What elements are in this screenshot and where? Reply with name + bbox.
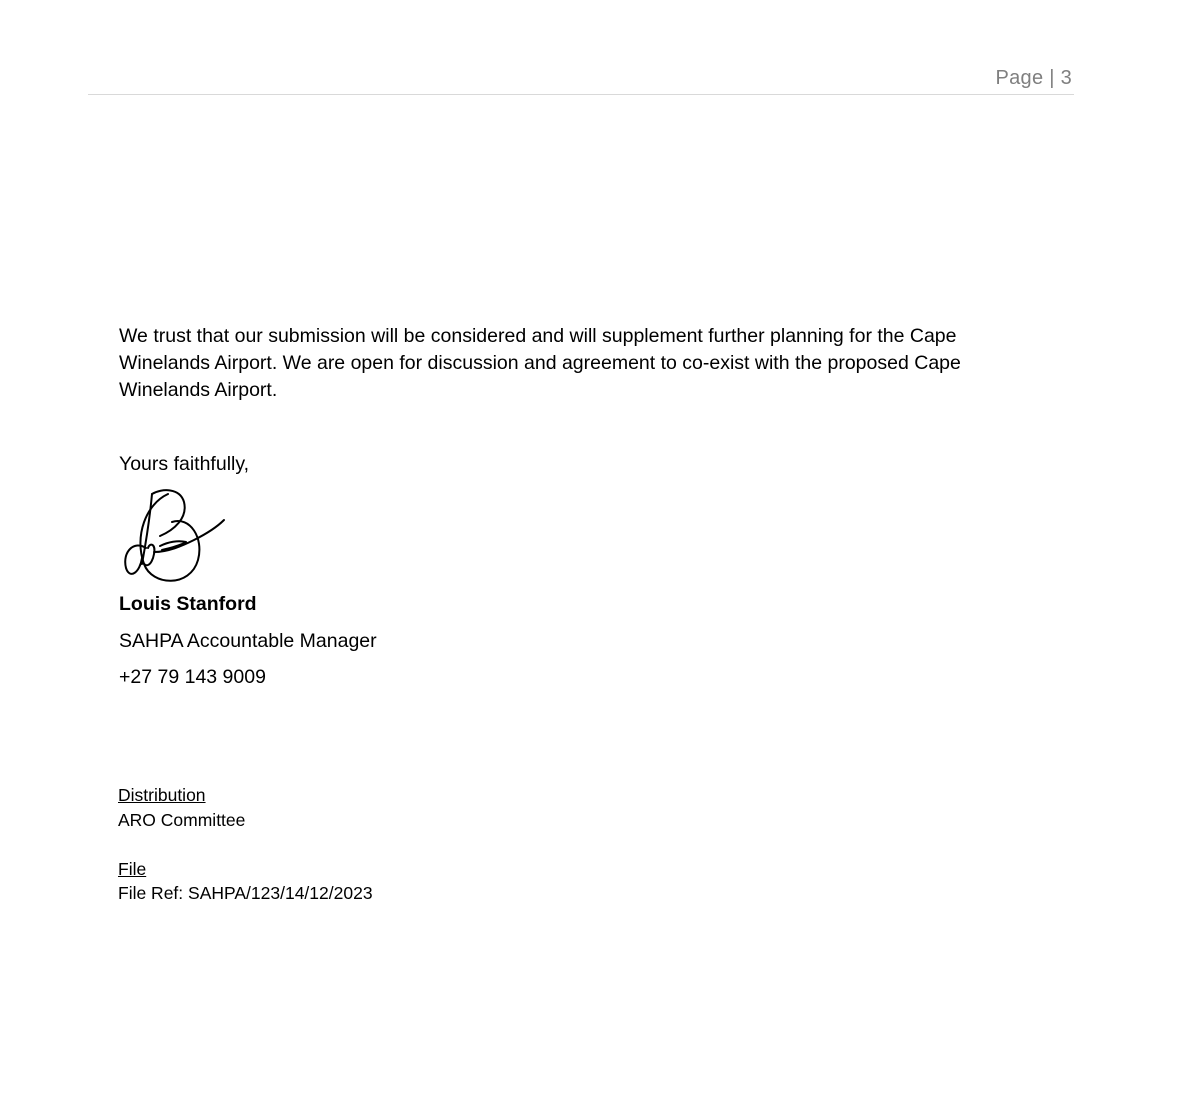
closing-salutation: Yours faithfully, [119,453,250,475]
file-reference: File Ref: SAHPA/123/14/12/2023 [118,883,373,903]
signer-title: SAHPA Accountable Manager [119,630,377,652]
distribution-label: Distribution [118,785,206,805]
letter-paragraph: We trust that our submission will be considered and will supplement further planning for the Cape Winelands Airport. We are open for discussion and agreement to co-exist with the proposed Cape Winelands Airport. [119,325,961,401]
signer-name: Louis Stanford [119,593,257,615]
handwritten-signature [116,486,232,590]
signer-phone: +27 79 143 9009 [119,666,266,688]
file-label: File [118,859,147,879]
page-header [88,64,1074,95]
page-number: Page | 3 [995,67,1072,89]
distribution-value: ARO Committee [118,810,246,830]
